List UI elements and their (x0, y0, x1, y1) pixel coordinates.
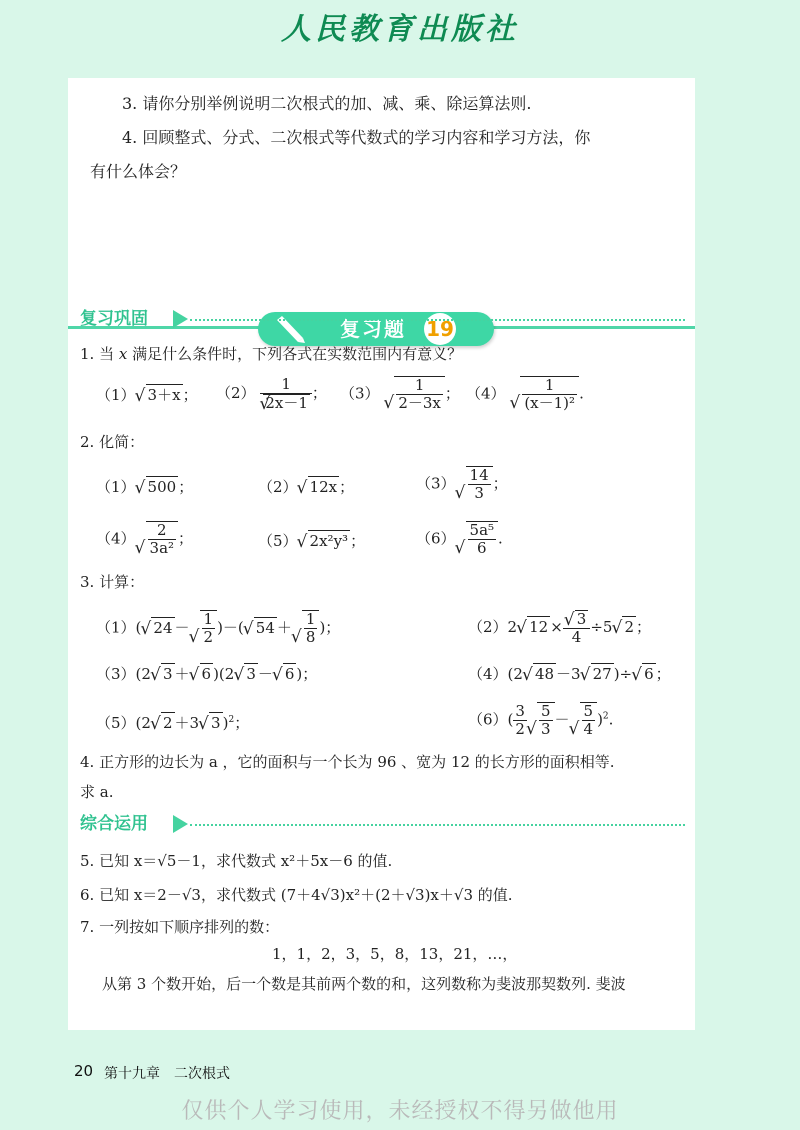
section-arrow-icon (173, 310, 188, 328)
exercise-2-part-3: （3） √ $\frac{14}{3}$ ； (416, 466, 508, 502)
exercise-5: 5. 已知 x＝√5－1，求代数式 x²＋5x－6 的值. (80, 852, 393, 870)
exercise-2-part-5: （5）√ 2x²y³ ； (258, 530, 365, 551)
publisher-logo: 人民教育出版社 (281, 12, 519, 47)
section-arrow-icon (173, 815, 188, 833)
exercise-3-part-2: （2）2√ 12 × √ $\frac{3}{4}$ ÷5√ 2 ； (468, 610, 651, 646)
exercise-3-part-3: （3）(2√ 3 ＋√ 6 )(2√ 3 －√ 6 )； (96, 663, 317, 684)
exercise-3-stem: 3. 计算： (80, 573, 145, 591)
exercise-2-part-4: （4） √ $\frac{2}{\text{3a²}}$ ； (96, 521, 193, 557)
exercise-1-part-1: （1）√ 3＋x ； (96, 384, 198, 405)
section-review-title: 复习巩固 (80, 309, 148, 329)
exercise-3-part-4: （4）(2√ 48 －3√ 27 )÷√ 6 ； (468, 663, 671, 684)
chapter-label: 第十九章 二次根式 (104, 1066, 230, 1082)
exercise-3-part-1: （1）(√ 24 － √ $\frac{1}{2}$ )－(√ 54 ＋ √ $\frac{1}{8}$ )； (96, 610, 340, 646)
watermark: 仅供个人学习使用，未经授权不得另做他用 (181, 1099, 619, 1124)
page-content (68, 78, 695, 1030)
exercise-2-part-2: （2）√ 12x ； (258, 476, 354, 497)
exercise-2-part-6: （6） √ $\frac{\text{5a⁵}}{6}$ . (416, 521, 503, 557)
exercise-2-stem: 2. 化简： (80, 433, 145, 451)
exercise-6: 6. 已知 x＝2－√3，求代数式 (7＋4√3)x²＋(2＋√3)x＋√3 的值. (80, 886, 513, 904)
exercise-1-stem: 1. 当 x 满足什么条件时，下列各式在实数范围内有意义？ (80, 345, 463, 363)
exercise-4-line2: 求 a. (80, 783, 114, 801)
banner-number: 19 (424, 313, 456, 345)
section-divider (190, 824, 685, 826)
exercise-1-part-4: （4） √ $\frac{1}{\text{(x－1)²}}$ . (466, 376, 584, 412)
question-4-line1: 4. 回顾整式、分式、二次根式等代数式的学习内容和学习方法，你 (122, 128, 591, 147)
exercise-7-line2: 从第 3 个数开始，后一个数是其前两个数的和，这列数称为斐波那契数列. 斐波 (102, 975, 626, 993)
exercise-4-line1: 4. 正方形的边长为 a ，它的面积与一个长为 96 、宽为 12 的长方形的面积相等. (80, 753, 615, 771)
exercise-7-stem: 7. 一列按如下顺序排列的数： (80, 918, 280, 936)
exercise-3-part-5: （5）(2√ 2 ＋3√ 3 )$^2$； (96, 710, 249, 733)
question-3: 3. 请你分别举例说明二次根式的加、减、乘、除运算法则. (122, 94, 532, 113)
fibonacci-sequence: 1，1，2，3，5，8，13，21，…， (272, 945, 518, 963)
exercise-3-part-6: （6）( $\frac{3}{2}$ √ $\frac{5}{3}$ － √ $\frac{5}{4}$ )$^2$. (468, 702, 613, 738)
question-4-line2: 有什么体会？ (90, 162, 187, 181)
exercise-2-part-1: （1）√ 500 ； (96, 476, 193, 497)
section-apply-title: 综合运用 (80, 814, 148, 834)
exercise-1-part-2: （2） 1 √ 2x－1 ； (216, 376, 327, 412)
page-number: 20 (74, 1062, 94, 1080)
banner-title: 复习题 (340, 317, 406, 341)
section-divider (190, 319, 685, 321)
exercise-1-part-3: （3） √ $\frac{1}{2-3x}$ ； (340, 376, 460, 412)
